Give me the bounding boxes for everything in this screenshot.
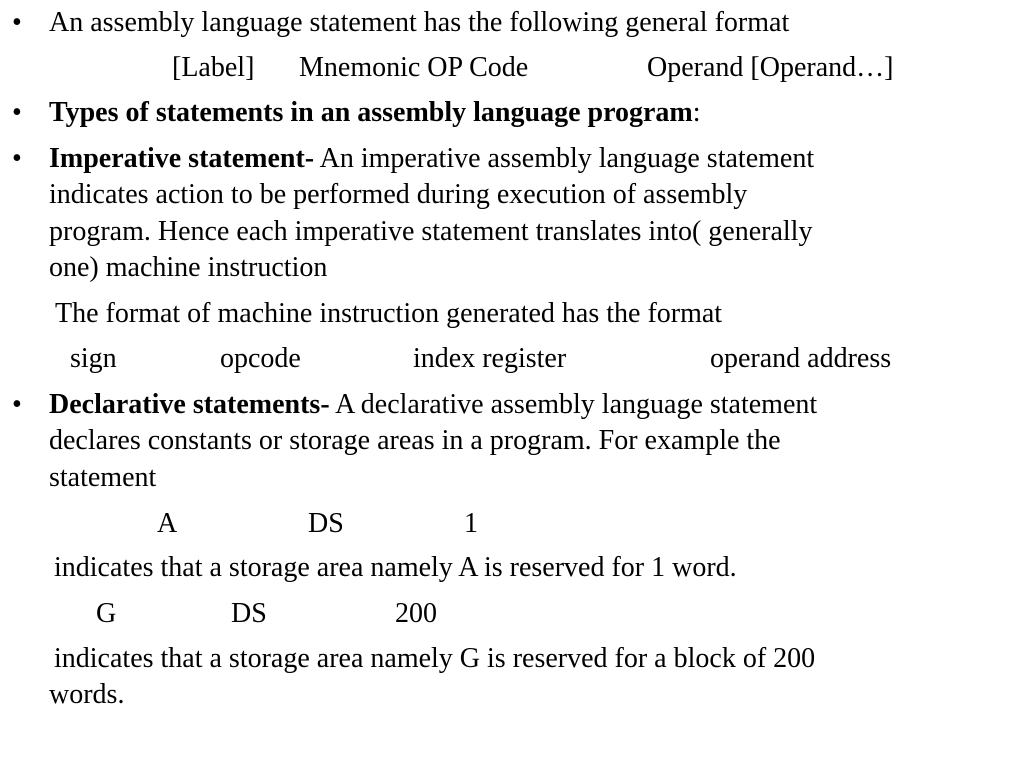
- example-1-explanation: indicates that a storage area namely A is reserved for 1 word.: [54, 552, 737, 583]
- imperative-text-1: An imperative assembly language statement: [319, 143, 815, 174]
- example-1-op: DS: [308, 508, 344, 539]
- example-2-op: DS: [231, 598, 267, 629]
- example-1-value: 1: [464, 508, 478, 539]
- bullet-dot: •: [12, 143, 22, 174]
- field-sign: sign: [70, 343, 117, 374]
- example-2-label: G: [96, 598, 117, 629]
- types-heading-suffix: :: [692, 97, 701, 128]
- imperative-line-3: program. Hence each imperative statement translates into( generally: [49, 216, 813, 247]
- bullet-dot: •: [12, 97, 22, 128]
- declarative-line-2: declares constants or storage areas in a program. For example the: [49, 425, 781, 456]
- declarative-text-1: A declarative assembly language statement: [335, 389, 818, 420]
- intro-text: An assembly language statement has the following general format: [49, 7, 790, 38]
- declarative-line-3: statement: [49, 462, 157, 493]
- format-label: [Label]: [172, 52, 255, 83]
- machine-format-intro: The format of machine instruction generated has the format: [55, 298, 723, 329]
- example-1-label: A: [157, 508, 178, 539]
- field-index-register: index register: [413, 343, 567, 374]
- declarative-term: Declarative statements-: [49, 389, 330, 420]
- bullet-dot: •: [12, 389, 22, 420]
- imperative-line-4: one) machine instruction: [49, 252, 328, 283]
- declarative-line-1: [49, 387, 817, 423]
- example-2-value: 200: [395, 598, 437, 629]
- example-2-explanation-line-1: indicates that a storage area namely G is reserved for a block of 200: [54, 643, 816, 674]
- field-operand-address: operand address: [710, 343, 892, 374]
- format-operand: Operand [Operand…]: [647, 52, 894, 83]
- example-2-explanation-line-2: words.: [49, 679, 125, 710]
- imperative-line-2: indicates action to be performed during execution of assembly: [49, 179, 748, 210]
- bullet-dot: •: [12, 7, 22, 38]
- format-mnemonic: Mnemonic OP Code: [299, 52, 529, 83]
- imperative-term: Imperative statement-: [49, 143, 315, 174]
- field-opcode: opcode: [220, 343, 301, 374]
- types-heading: [49, 95, 701, 131]
- types-heading-bold: Types of statements in an assembly language program: [49, 97, 693, 128]
- imperative-line-1: [49, 141, 814, 177]
